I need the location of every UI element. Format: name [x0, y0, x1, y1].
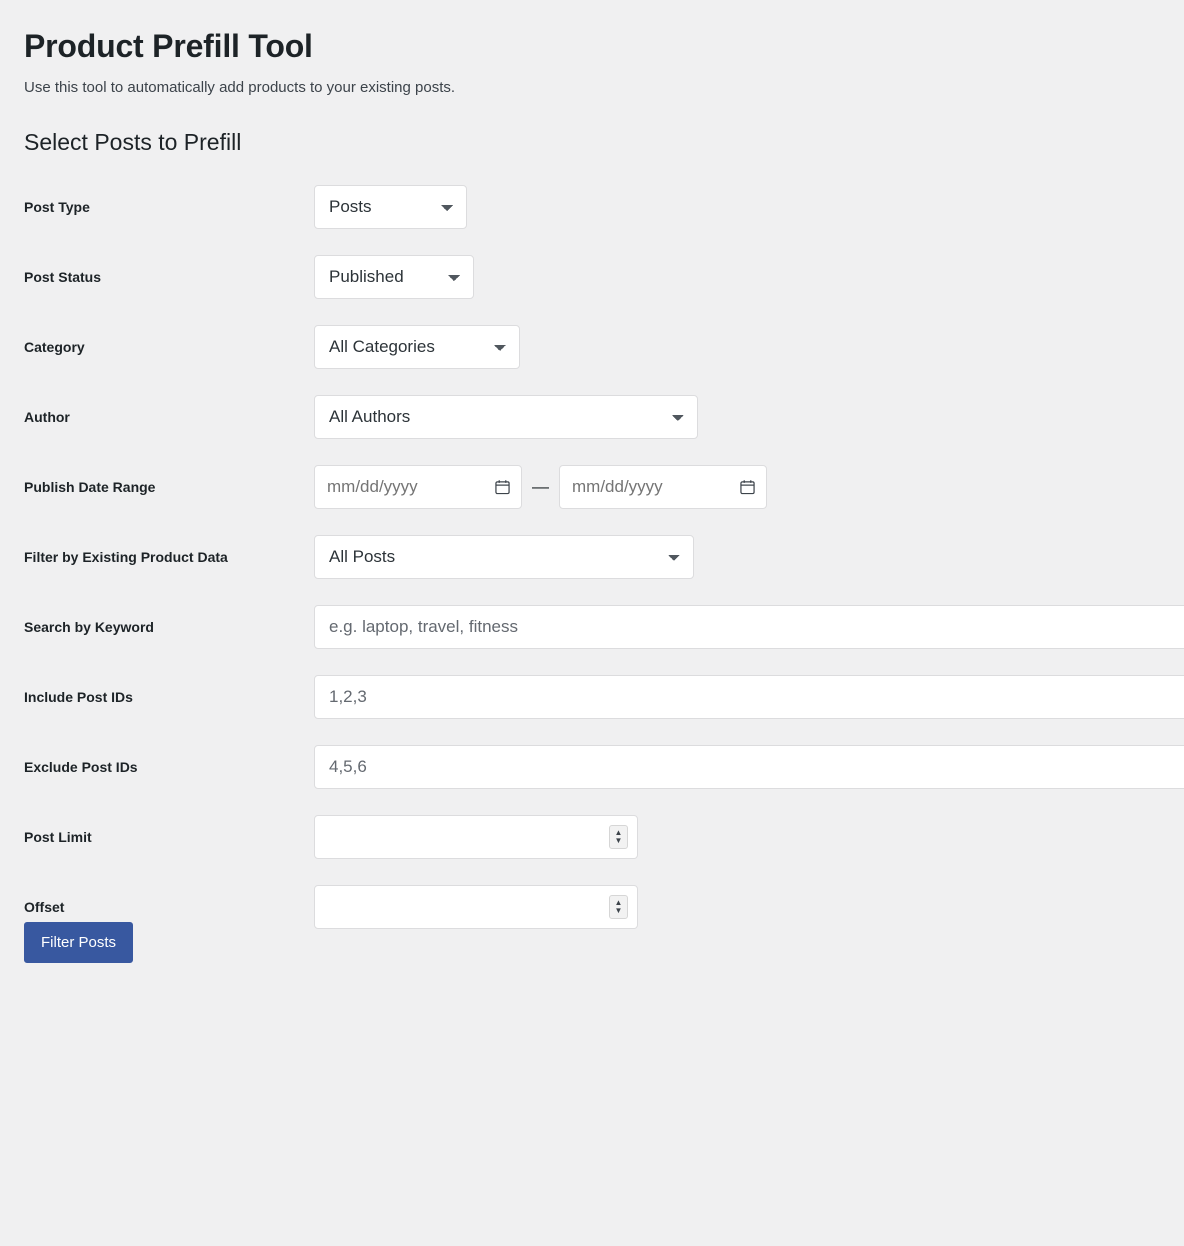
post-limit-stepper[interactable] [609, 825, 628, 849]
filter-posts-button[interactable]: Filter Posts [24, 922, 133, 963]
stepper-down-icon[interactable]: ▼ [614, 836, 623, 846]
date-to-wrap [559, 465, 767, 509]
offset-label: Offset [24, 899, 65, 916]
offset-stepper[interactable] [609, 895, 628, 919]
keyword-input[interactable] [314, 605, 1184, 649]
product-filter-select[interactable] [314, 535, 694, 579]
row-post-type [24, 172, 1184, 242]
category-select[interactable] [314, 325, 520, 369]
post-type-select[interactable] [314, 185, 467, 229]
date-to-input[interactable] [559, 465, 767, 509]
row-keyword [24, 592, 1184, 662]
label-post-limit [24, 802, 314, 872]
category-label: Category [24, 339, 85, 356]
row-publish-date-range [24, 452, 1184, 522]
calendar-icon[interactable] [740, 480, 755, 495]
keyword-label: Search by Keyword [24, 619, 154, 636]
include-ids-label: Include Post IDs [24, 689, 133, 706]
row-include-ids [24, 662, 1184, 732]
page-description: Use this tool to automatically add products to your existing posts. [24, 79, 456, 97]
row-exclude-ids [24, 732, 1184, 802]
exclude-ids-label: Exclude Post IDs [24, 759, 138, 776]
label-product-filter [24, 522, 314, 592]
publish-date-range-label: Publish Date Range [24, 479, 156, 496]
exclude-ids-input[interactable] [314, 745, 1184, 789]
stepper-up-icon[interactable]: ▲ [614, 828, 623, 838]
post-status-select[interactable] [314, 255, 474, 299]
post-limit-label: Post Limit [24, 829, 92, 846]
date-from-input[interactable] [314, 465, 522, 509]
label-include-ids [24, 662, 314, 732]
post-status-label: Post Status [24, 269, 102, 286]
label-post-status [24, 242, 314, 312]
offset-wrap [314, 885, 638, 929]
stepper-up-icon[interactable]: ▲ [614, 898, 623, 908]
calendar-icon[interactable] [495, 480, 510, 495]
post-type-label: Post Type [24, 199, 90, 216]
label-publish-date-range [24, 452, 314, 522]
section-title: Select Posts to Prefill [24, 129, 242, 156]
date-range-group [314, 465, 1174, 509]
label-category [24, 312, 314, 382]
row-category [24, 312, 1184, 382]
offset-input[interactable] [314, 885, 638, 929]
prefill-filters-form [24, 172, 1184, 982]
row-product-filter [24, 522, 1184, 592]
date-range-separator: — [532, 477, 549, 497]
stepper-down-icon[interactable]: ▼ [614, 906, 623, 916]
label-post-type [24, 172, 314, 242]
post-limit-wrap [314, 815, 638, 859]
author-label: Author [24, 409, 70, 426]
date-from-wrap [314, 465, 522, 509]
include-ids-input[interactable] [314, 675, 1184, 719]
page-title: Product Prefill Tool [24, 28, 313, 64]
author-select[interactable] [314, 395, 698, 439]
row-post-limit [24, 802, 1184, 872]
row-post-status [24, 242, 1184, 312]
label-author [24, 382, 314, 452]
label-exclude-ids [24, 732, 314, 802]
post-limit-input[interactable] [314, 815, 638, 859]
row-author [24, 382, 1184, 452]
label-keyword [24, 592, 314, 662]
product-filter-label: Filter by Existing Product Data [24, 549, 228, 566]
